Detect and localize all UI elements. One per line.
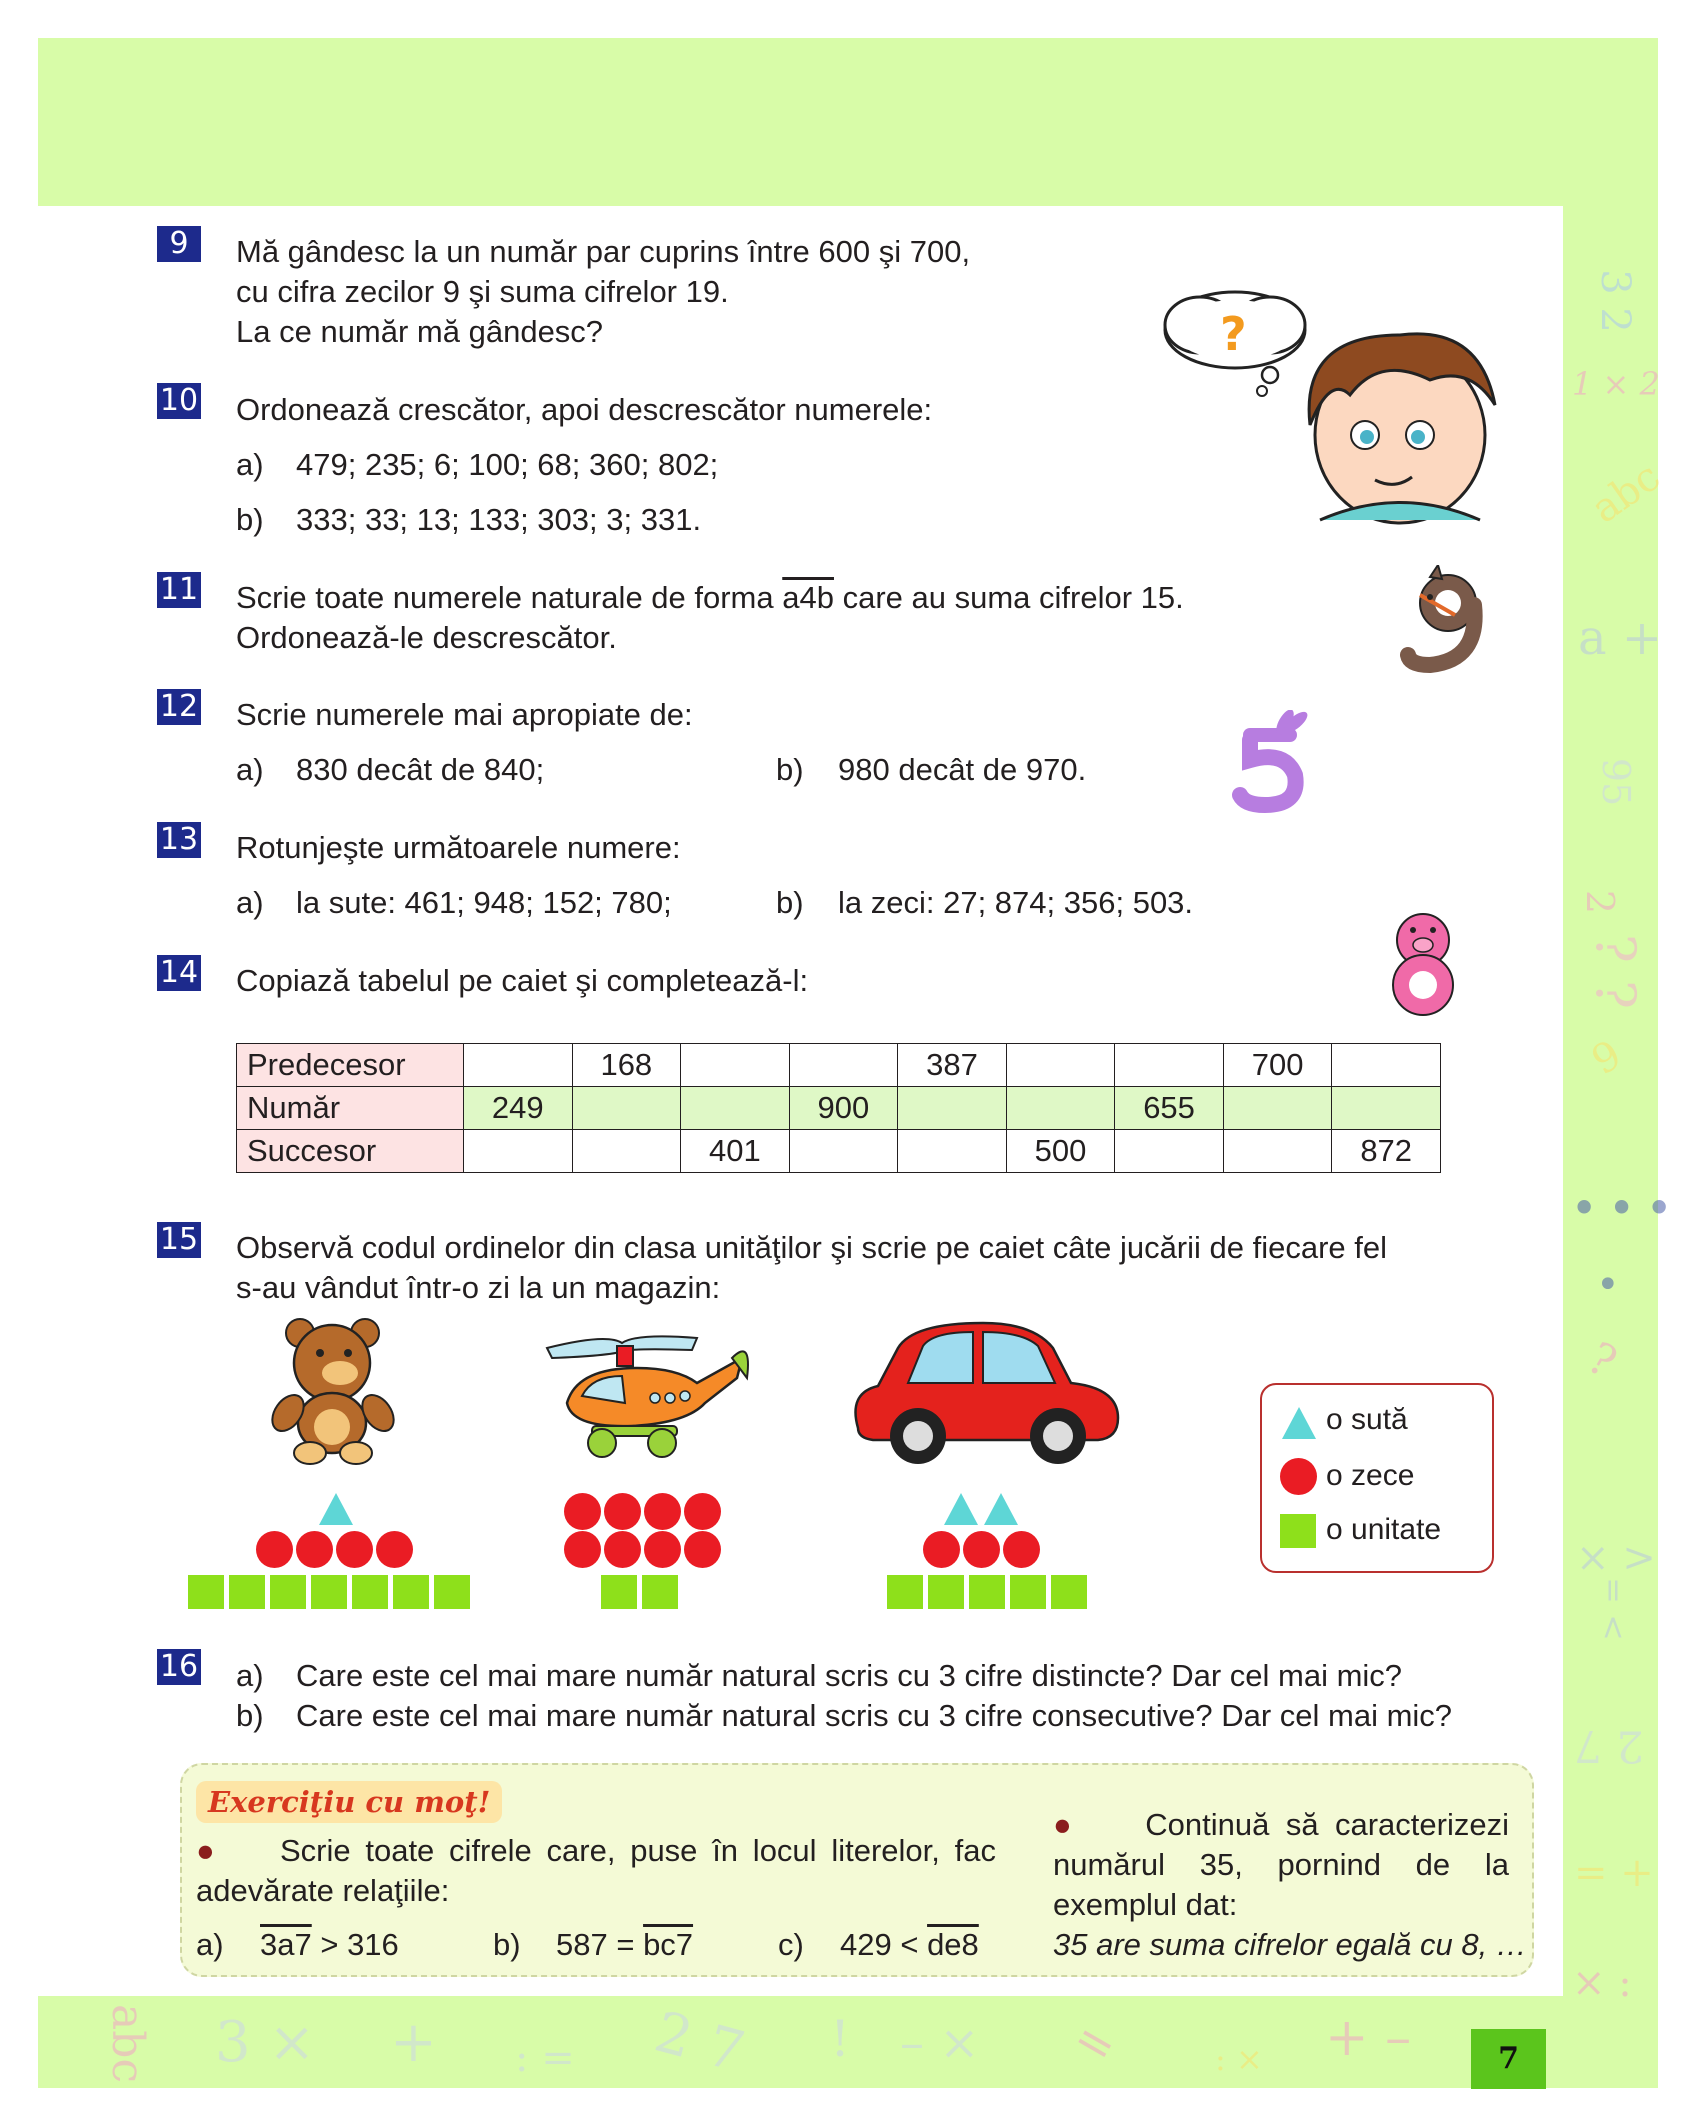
bonus-c-relation [840, 1925, 979, 1965]
decor-bottom-3: + [390, 2010, 437, 2075]
bonus-right-instruction: Continuă să caracterizezi numărul 35, pornind de la exemplul dat: [1053, 1807, 1509, 1922]
unit-square-icon [969, 1575, 1005, 1609]
bonus-left-instruction: Scrie toate cifrele care, puse în locul literelor, fac adevărate relaţiile: [196, 1833, 996, 1908]
bonus-exercise-box [180, 1763, 1534, 1977]
ten-circle-icon [923, 1531, 960, 1568]
table-cell: 900 [789, 1087, 898, 1130]
exercise-13-a-text: la sute: 461; 948; 152; 780; [296, 885, 672, 920]
unit-square-icon [928, 1575, 964, 1609]
unit-square-icon [642, 1575, 678, 1609]
decor-right-3: abc [1583, 453, 1669, 533]
predecessor-successor-table [236, 1043, 1441, 1173]
table-cell [464, 1044, 573, 1087]
ten-circle-icon [256, 1531, 293, 1568]
ten-circle-icon [376, 1531, 413, 1568]
exercise-number-16: 16 [157, 1649, 201, 1685]
unit-square-icon [352, 1575, 388, 1609]
decor-right-13: = < [1594, 1577, 1633, 1641]
exercise-number-13: 13 [157, 822, 201, 858]
bonus-b-relation [556, 1925, 693, 1965]
bonus-a-number: 3a7 [260, 1927, 312, 1962]
decor-right-4: a + [1578, 610, 1663, 666]
legend-circle-icon [1280, 1458, 1317, 1495]
exercise-14-text: Copiază tabelul pe caiet şi completează-l: [236, 963, 809, 998]
exercise-16-b-text: Care este cel mai mare număr natural scris cu 3 cifre consecutive? Dar cel mai mic? [296, 1698, 1453, 1733]
table-row-number [237, 1087, 1441, 1130]
exercise-16-b-label: b) [236, 1698, 264, 1733]
unit-square-icon [393, 1575, 429, 1609]
exercise-12-text: Scrie numerele mai apropiate de: [236, 697, 693, 732]
table-row-successor [237, 1130, 1441, 1173]
bonus-a-relation [260, 1925, 399, 1965]
table-cell [572, 1087, 681, 1130]
table-cell: 500 [1006, 1130, 1115, 1173]
teddy-bear-illustration [270, 1315, 400, 1465]
exercise-13-b-label: b) [776, 885, 804, 920]
exercise-10-a-text: 479; 235; 6; 100; 68; 360; 802; [296, 447, 719, 482]
exercise-12-a-text: 830 decât de 840; [296, 752, 545, 787]
exercise-9-line-1: Mă gândesc la un număr par cuprins între 600 şi 700, [236, 234, 971, 269]
legend-square-icon [1280, 1514, 1316, 1548]
decor-bottom-10: + – [1325, 2008, 1412, 2068]
exercise-13-text: Rotunjeşte următoarele numere: [236, 830, 681, 865]
bonus-left-text [196, 1831, 996, 1911]
table-cell [898, 1130, 1007, 1173]
exercise-11-text-pre: Scrie toate numerele naturale de forma [236, 580, 783, 615]
bonus-c-label: c) [778, 1927, 804, 1962]
exercise-10-b-text: 333; 33; 13; 133; 303; 3; 331. [296, 502, 702, 537]
table-cell [1332, 1044, 1441, 1087]
decor-right-1: 3 2 [1591, 269, 1638, 333]
bonus-right-example: 35 are suma cifrelor egală cu 8, … [1053, 1927, 1527, 1962]
decor-bottom-4: : = [515, 2035, 575, 2081]
decor-right-11: ? [1578, 1332, 1625, 1389]
bonus-right-text [1053, 1805, 1509, 1925]
table-cell [1223, 1087, 1332, 1130]
exercise-9-line-2: cu cifra zecilor 9 şi suma cifrelor 19. [236, 274, 729, 309]
exercise-12-b-label: b) [776, 752, 804, 787]
ten-circle-icon [604, 1531, 641, 1568]
car-illustration [843, 1318, 1128, 1468]
ten-circle-icon [336, 1531, 373, 1568]
bonus-a-label: a) [196, 1927, 224, 1962]
ten-circle-icon [684, 1531, 721, 1568]
exercise-13-a-label: a) [236, 885, 264, 920]
decor-right-2: 1 × 2 [1572, 365, 1660, 403]
exercise-16-a-label: a) [236, 1658, 264, 1693]
table-cell [1115, 1044, 1224, 1087]
exercise-13-b-text: la zeci: 27; 874; 356; 503. [838, 885, 1194, 920]
decor-right-9: • • • [1572, 1185, 1672, 1230]
table-cell [789, 1130, 898, 1173]
decor-bottom-8: = [1063, 2008, 1127, 2078]
rabbit-five-illustration [1230, 710, 1315, 815]
table-cell [681, 1044, 790, 1087]
bonus-b-number: bc7 [643, 1927, 694, 1962]
thinking-boy-illustration [1150, 285, 1570, 525]
bonus-title: Exerciţiu cu moţ! [196, 1781, 502, 1823]
exercise-11-line-1 [236, 578, 1184, 618]
decor-right-14: 2 7 [1574, 1720, 1644, 1771]
exercise-number-9: 9 [157, 226, 201, 262]
helicopter-illustration [537, 1318, 757, 1463]
unit-square-icon [1010, 1575, 1046, 1609]
table-cell [898, 1087, 1007, 1130]
decor-right-12: × > [1576, 1535, 1656, 1581]
hundred-triangle-icon [319, 1493, 353, 1525]
decor-right-6: 2 [1578, 889, 1623, 915]
unit-square-icon [1051, 1575, 1087, 1609]
decor-right-5: 95 [1594, 757, 1639, 807]
legend-box [1260, 1383, 1494, 1573]
table-cell [464, 1130, 573, 1173]
ten-circle-icon [564, 1493, 601, 1530]
unit-square-icon [434, 1575, 470, 1609]
exercise-number-11: 11 [157, 572, 201, 608]
table-cell [681, 1087, 790, 1130]
top-green-band [38, 38, 1658, 206]
bonus-b-pre: 587 = [556, 1927, 644, 1962]
bonus-b-label: b) [493, 1927, 521, 1962]
decor-right-8: 9 [1584, 1031, 1630, 1085]
legend-ten-label: o zece [1326, 1459, 1415, 1492]
ten-circle-icon [1003, 1531, 1040, 1568]
bonus-c-number: de8 [927, 1927, 979, 1962]
decor-right-7: ? ? [1584, 933, 1648, 1010]
decor-right-16: × : [1572, 1960, 1632, 2006]
table-row-label: Succesor [237, 1130, 464, 1173]
ten-circle-icon [963, 1531, 1000, 1568]
table-cell [1006, 1087, 1115, 1130]
exercise-12-a-label: a) [236, 752, 264, 787]
unit-square-icon [270, 1575, 306, 1609]
exercise-11-line-2: Ordonează-le descrescător. [236, 620, 617, 655]
ten-circle-icon [296, 1531, 333, 1568]
unit-square-icon [229, 1575, 265, 1609]
decor-bottom-5: 2 7 [648, 1999, 751, 2086]
table-row-predecessor [237, 1044, 1441, 1087]
page-number: 7 [1471, 2029, 1546, 2089]
bonus-c-pre: 429 < [840, 1927, 928, 1962]
exercise-15-line-1: Observă codul ordinelor din clasa unităţilor şi scrie pe caiet câte jucării de fiecare fel [236, 1230, 1388, 1265]
table-row-label: Număr [237, 1087, 464, 1130]
table-cell [1115, 1130, 1224, 1173]
hundred-triangle-icon [944, 1493, 978, 1525]
hundred-triangle-icon [984, 1493, 1018, 1525]
exercise-15-line-2: s-au vândut într-o zi la un magazin: [236, 1270, 721, 1305]
exercise-11-text-post: care au suma cifrelor 15. [833, 580, 1184, 615]
unit-square-icon [601, 1575, 637, 1609]
unit-square-icon [188, 1575, 224, 1609]
exercise-number-15: 15 [157, 1222, 201, 1258]
bullet-icon: ● [196, 1833, 221, 1868]
decor-bottom-9: : × [1215, 2040, 1263, 2078]
table-cell: 700 [1223, 1044, 1332, 1087]
decor-right-15: = + [1574, 1850, 1654, 1896]
question-mark-icon: ? [1220, 307, 1247, 361]
legend-unit-label: o unitate [1326, 1513, 1442, 1546]
ten-circle-icon [604, 1493, 641, 1530]
table-cell [1223, 1130, 1332, 1173]
bullet-icon: ● [1053, 1807, 1080, 1842]
pig-eight-illustration [1375, 910, 1470, 1020]
table-cell: 872 [1332, 1130, 1441, 1173]
horse-nine-illustration [1400, 565, 1490, 675]
unit-square-icon [887, 1575, 923, 1609]
exercise-16-a-text: Care este cel mai mare număr natural scris cu 3 cifre distincte? Dar cel mai mic? [296, 1658, 1403, 1693]
decor-bottom-6: ! [830, 2010, 851, 2068]
legend-hundred-label: o sută [1326, 1403, 1408, 1436]
bonus-a-rest: > 316 [311, 1927, 399, 1962]
decor-right-10: • [1596, 1262, 1620, 1308]
exercise-10-text: Ordonează crescător, apoi descrescător numerele: [236, 392, 933, 427]
exercise-9-line-3: La ce număr mă gândesc? [236, 314, 604, 349]
legend-triangle-icon [1282, 1407, 1316, 1439]
table-cell [572, 1130, 681, 1173]
table-row-label: Predecesor [237, 1044, 464, 1087]
table-cell: 168 [572, 1044, 681, 1087]
ten-circle-icon [644, 1531, 681, 1568]
ten-circle-icon [684, 1493, 721, 1530]
table-cell: 401 [681, 1130, 790, 1173]
exercise-11-number-form: a4b [782, 580, 834, 615]
exercise-number-12: 12 [157, 689, 201, 725]
exercise-10-b-label: b) [236, 502, 264, 537]
table-cell: 387 [898, 1044, 1007, 1087]
unit-square-icon [311, 1575, 347, 1609]
exercise-10-a-label: a) [236, 447, 264, 482]
ten-circle-icon [564, 1531, 601, 1568]
exercise-number-10: 10 [157, 383, 201, 419]
decor-bottom-2: 3 × [215, 2010, 316, 2075]
table-cell [789, 1044, 898, 1087]
exercise-number-14: 14 [157, 955, 201, 991]
table-cell: 655 [1115, 1087, 1224, 1130]
table-cell: 249 [464, 1087, 573, 1130]
table-cell [1006, 1044, 1115, 1087]
decor-bottom-1: abc [102, 2003, 154, 2084]
decor-bottom-7: – × [900, 2015, 980, 2071]
exercise-12-b-text: 980 decât de 970. [838, 752, 1087, 787]
ten-circle-icon [644, 1493, 681, 1530]
table-cell [1332, 1087, 1441, 1130]
